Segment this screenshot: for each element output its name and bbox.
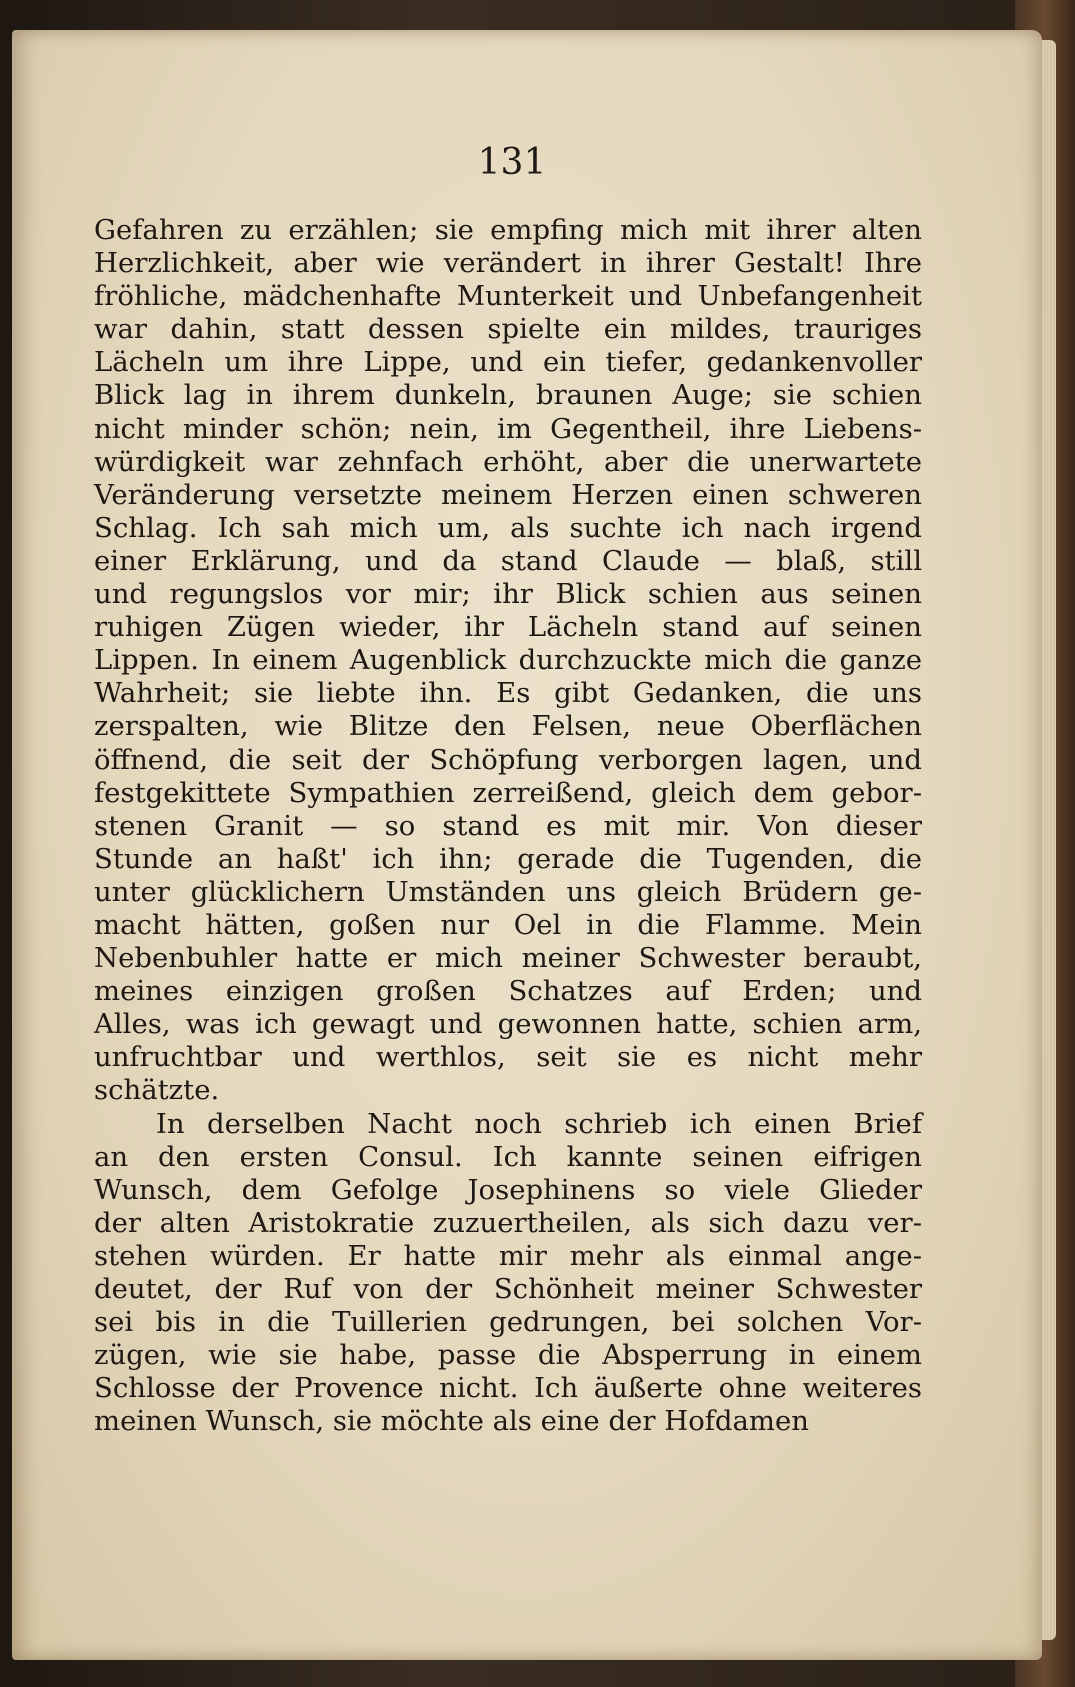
text-line: Veränderung versetzte meinem Herzen einen schweren [94, 478, 922, 511]
text-line: Blick lag in ihrem dunkeln, braunen Auge; sie schien [94, 379, 922, 412]
text-line: einer Erklärung, und da stand Claude — blaß, still [94, 544, 922, 577]
text-line: Alles, was ich gewagt und gewonnen hatte, schien arm, [94, 1008, 922, 1041]
text-line: deutet, der Ruf von der Schönheit meiner Schwester [94, 1273, 922, 1305]
page-number: 131 [477, 142, 547, 183]
text-line: unter glücklichern Umständen uns gleich Brüdern ge- [94, 875, 922, 908]
text-line: Stunde an haßt' ich ihn; gerade die Tugenden, die [94, 842, 922, 875]
text-line: schätzte. [94, 1074, 220, 1107]
paragraph-2 [94, 1108, 922, 1439]
text-line: und regungslos vor mir; ihr Blick schien aus seinen [94, 578, 922, 611]
text-line: sei bis in die Tuillerien gedrungen, bei solchen Vor- [94, 1306, 922, 1339]
text-line: zügen, wie sie habe, passe die Absperrung in einem [94, 1339, 922, 1372]
text-line: nicht minder schön; nein, im Gegentheil, ihre Liebens- [94, 412, 922, 445]
text-line: zerspalten, wie Blitze den Felsen, neue Oberflächen [94, 710, 922, 743]
text-line: meinen Wunsch, sie möchte als eine der Hofdamen [94, 1405, 809, 1438]
text-line: ruhigen Zügen wieder, ihr Lächeln stand auf seinen [94, 611, 922, 644]
text-line: festgekittete Sympathien zerreißend, gleich dem gebor- [94, 776, 922, 809]
text-line: Gefahren zu erzählen; sie empfing mich mit ihrer alten [94, 214, 922, 246]
paragraph-1 [94, 214, 922, 1108]
text-line: war dahin, statt dessen spielte ein mildes, trauriges [94, 313, 922, 346]
text-line: Schlag. Ich sah mich um, als suchte ich nach irgend [94, 511, 922, 544]
text-line: In derselben Nacht noch schrieb ich einen Brief [156, 1107, 922, 1140]
text-line: Lippen. In einem Augenblick durchzuckte mich die ganze [94, 644, 922, 677]
page-text [94, 214, 922, 1438]
text-line: Lächeln um ihre Lippe, und ein tiefer, gedankenvoller [94, 346, 922, 379]
text-line: Nebenbuhler hatte er mich meiner Schwester beraubt, [94, 942, 922, 975]
text-line: Wunsch, dem Gefolge Josephinens so viele Glieder [94, 1173, 922, 1206]
text-line: Schlosse der Provence nicht. Ich äußerte ohne weiteres [94, 1372, 922, 1405]
page-edge [1042, 40, 1056, 1640]
text-line: unfruchtbar und werthlos, seit sie es nicht mehr [94, 1041, 922, 1074]
text-line: Wahrheit; sie liebte ihn. Es gibt Gedanken, die uns [94, 677, 922, 710]
text-line: fröhliche, mädchenhafte Munterkeit und Unbefangenheit [94, 280, 922, 313]
text-line: meines einzigen großen Schatzes auf Erden; und [94, 975, 922, 1008]
book-page [12, 30, 1042, 1660]
text-line: Herzlichkeit, aber wie verändert in ihrer Gestalt! Ihre [94, 247, 922, 280]
text-line: stenen Granit — so stand es mit mir. Von dieser [94, 809, 922, 842]
text-line: der alten Aristokratie zuzuertheilen, als sich dazu ver- [94, 1206, 922, 1239]
text-line: würdigkeit war zehnfach erhöht, aber die unerwartete [94, 445, 922, 478]
text-line: öffnend, die seit der Schöpfung verborgen lagen, und [94, 743, 922, 776]
text-line: stehen würden. Er hatte mir mehr als einmal ange- [94, 1239, 922, 1272]
text-line: an den ersten Consul. Ich kannte seinen eifrigen [94, 1140, 922, 1173]
text-line: macht hätten, goßen nur Oel in die Flamme. Mein [94, 908, 922, 941]
